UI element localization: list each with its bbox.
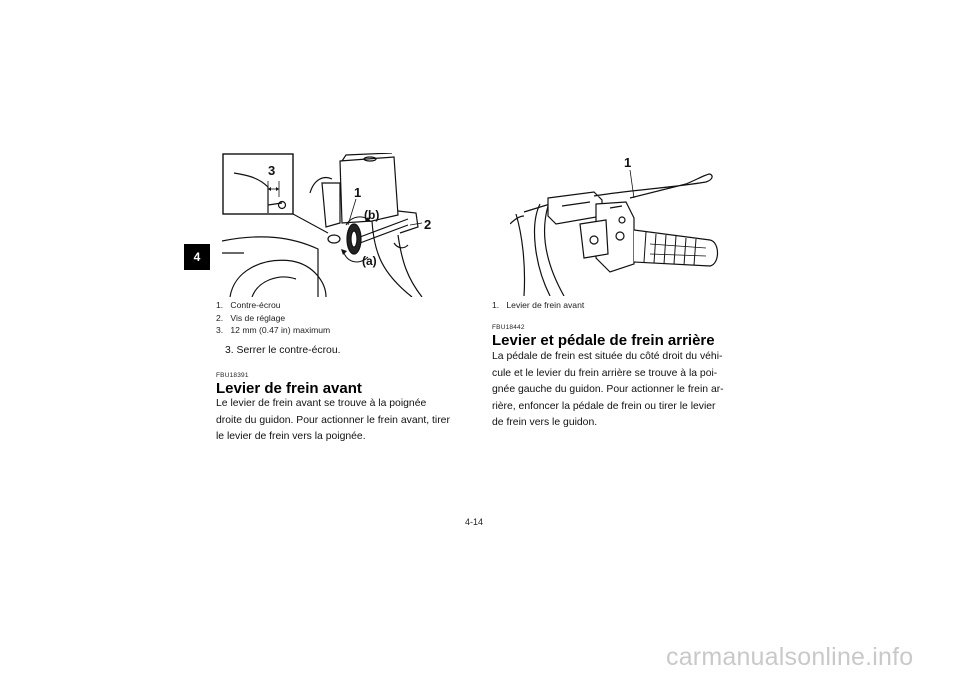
callout-3: 3 bbox=[268, 163, 276, 178]
callout-a: (a) bbox=[362, 254, 377, 268]
section-body: La pédale de frein est située du côté droit du véhi- cule et le levier du frein arrière se trouve à la poi- gnée gauche du guidon. Pour actionner le frein ar- rière, enfoncer la pédale de frein ou tirer le levier de frein vers le guidon. bbox=[492, 351, 724, 428]
caption-item: 1. Contre-écrou bbox=[216, 300, 281, 310]
callout-2: 2 bbox=[424, 217, 432, 232]
figure-left-caption bbox=[216, 299, 330, 337]
chapter-tab: 4 bbox=[184, 244, 210, 270]
caption-item: 1. Levier de frein avant bbox=[492, 300, 585, 310]
page-number: 4-14 bbox=[465, 517, 484, 527]
section-heading: Levier et pédale de frein arrière bbox=[492, 332, 715, 349]
figure-right-caption bbox=[492, 299, 584, 312]
front-brake-adjuster-illustration bbox=[222, 153, 460, 297]
callout-1: 1 bbox=[354, 185, 362, 200]
section-body: Le levier de frein avant se trouve à la poignée droite du guidon. Pour actionner le frein avant, tirer le levier de frein vers la poignée. bbox=[216, 398, 450, 442]
handlebar-brake-lever-illustration bbox=[510, 154, 746, 296]
callout-1: 1 bbox=[624, 155, 632, 170]
section-code: FBU18442 bbox=[492, 324, 525, 331]
caption-item: 2. Vis de réglage bbox=[216, 312, 286, 323]
section-code: FBU18391 bbox=[216, 372, 249, 379]
section-heading: Levier de frein avant bbox=[216, 380, 362, 397]
caption-item: 3. 12 mm (0.47 in) maximum bbox=[216, 325, 331, 335]
step-text: 3. Serrer le contre-écrou. bbox=[225, 345, 341, 356]
watermark: carmanualsonline.info bbox=[666, 643, 914, 671]
callout-b: (b) bbox=[364, 208, 380, 222]
